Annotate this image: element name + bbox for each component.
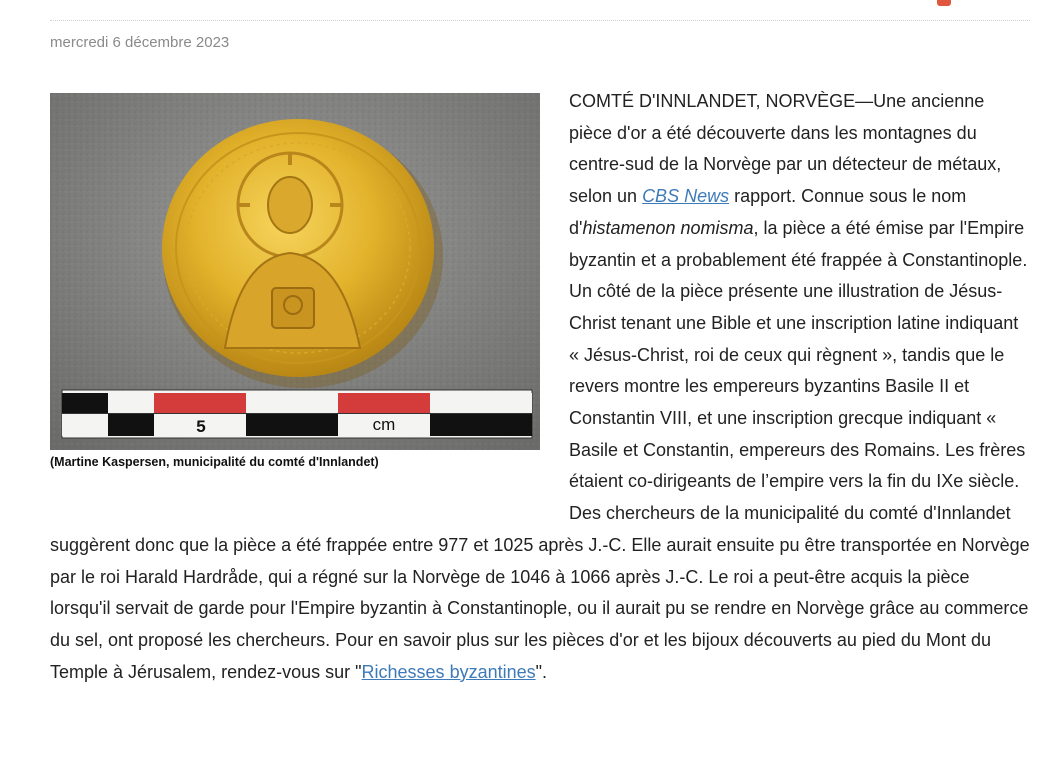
article-text-4: ". (535, 661, 548, 682)
post-date: mercredi 6 décembre 2023 (50, 34, 230, 51)
byzantine-riches-link[interactable]: Richesses byzantines (361, 661, 536, 682)
coin-term: histamenon nomisma (582, 217, 754, 238)
article-text-1: COMTÉ D'INNLANDET, NORVÈGE—Une ancienne pièce d'or a été découverte dans les montagnes du centre-sud de la Norvège par un détecteur de métaux, selon un (569, 91, 1002, 207)
gold-coin-photo (50, 93, 540, 450)
image-caption: (Martine Kaspersen, municipalité du comté d'Innlandet) (50, 455, 379, 469)
article-text-2: rapport. Connue sous le nom d' (569, 186, 967, 238)
article-text-3: , la pièce a été émise par l'Empire byzantin et a probablement été frappée à Constantinople. Un côté de la pièce présente une illustration de Jésus-Christ tenant une Bible et une inscription latine indiquant « Jésus-Christ, roi de ceux qui règnent », tandis que le revers montre les empereurs byzantins Basile II et Constantin VIII, et une inscription grecque indiquant « Basile et Constantin, empereurs des Romains. Les frères étaient co-dirigeants de l’empire vers la fin du IXe siècle. Des chercheurs de la municipalité du comté d'Innlandet suggèrent donc que la pièce a été frappée entre 977 et 1025 après J.-C. Elle aurait ensuite pu être transportée en Norvège par le roi Harald Hardråde, qui a régné sur la Norvège de 1046 à 1066 après J.-C. Le roi a peut-être acquis la pièce lorsqu'il servait de garde pour l'Empire byzantin à Constantinople, ou il aurait pu se rendre en Norvège grâce au commerce du sel, ont proposé les chercheurs. Pour en savoir plus sur les pièces d'or et les bijoux découverts au pied du Mont du Temple à Jérusalem, rendez-vous sur " (50, 217, 1030, 682)
top-divider (50, 20, 1030, 21)
scale-unit: cm (372, 415, 396, 434)
scale-number: 5 (196, 417, 206, 436)
cbs-news-link[interactable]: CBS News (642, 186, 730, 207)
rss-icon[interactable] (937, 0, 951, 6)
article-figure (50, 93, 540, 469)
